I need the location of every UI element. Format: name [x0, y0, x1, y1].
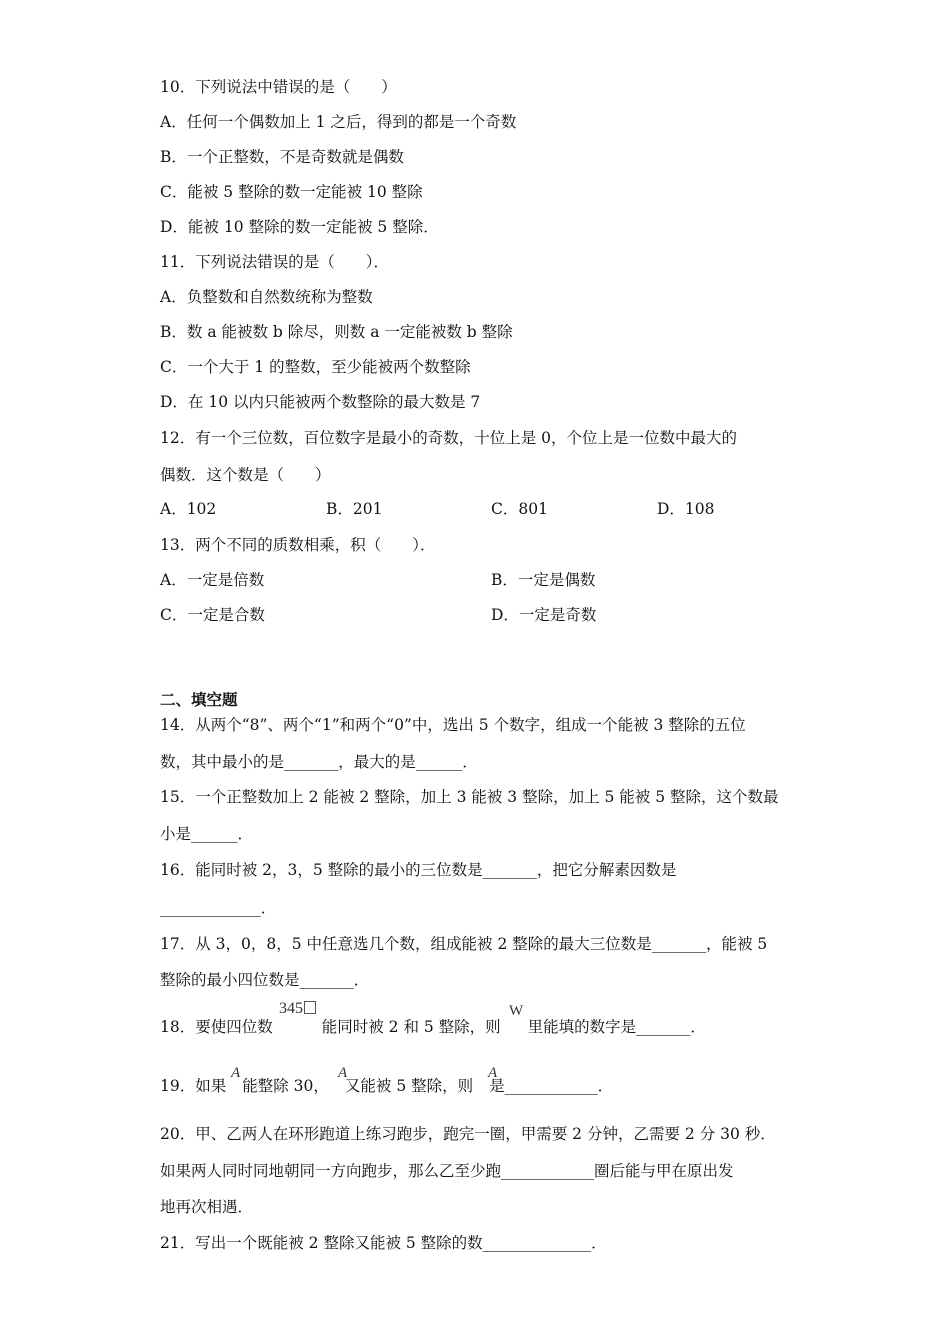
q19-text-part1: 19．如果	[160, 1077, 227, 1095]
q10-stem: 10．下列说法中错误的是（ ）	[160, 78, 397, 96]
q15-line1: 15．一个正整数加上 2 能被 2 整除，加上 3 能被 3 整除，加上 5 能被 5 整除，这个数最	[160, 788, 779, 806]
q10-option-b: B．一个正整数，不是奇数就是偶数	[160, 148, 404, 166]
q20-line3: 地再次相遇．	[160, 1198, 254, 1216]
q16-line2: _____________．	[160, 899, 277, 917]
q17-line2: 整除的最小四位数是_______．	[160, 971, 370, 989]
q12-option-a: A．102	[160, 500, 217, 518]
q12-option-b: B．201	[326, 500, 383, 518]
q21-line1: 21．写出一个既能被 2 整除又能被 5 整除的数______________．	[160, 1234, 607, 1252]
q19-text-part3: 又能被 5 整除，则	[344, 1077, 474, 1095]
q13-option-d: D．一定是奇数	[491, 606, 597, 624]
q13-option-b: B．一定是偶数	[491, 571, 596, 589]
q20-line2: 如果两人同时同地朝同一方向跑步，那么乙至少跑____________圈后能与甲在原出发	[160, 1162, 734, 1180]
q18-text-part1: 18．要使四位数	[160, 1018, 273, 1036]
q13-option-a: A．一定是倍数	[160, 571, 265, 589]
q19-text-part4: 是____________．	[489, 1077, 614, 1095]
q11-option-a: A．负整数和自然数统称为整数	[160, 288, 373, 306]
q20-line1: 20．甲、乙两人在环形跑道上练习跑步，跑完一圈，甲需要 2 分钟，乙需要 2 分 30 秒．	[160, 1125, 776, 1143]
blank-box-icon	[304, 1001, 316, 1014]
q12-option-c: C．801	[491, 500, 548, 518]
section-title-fill-in: 二、填空题	[160, 691, 238, 709]
q19-text-part2: 能整除 30，	[242, 1077, 329, 1095]
q13-stem: 13．两个不同的质数相乘，积（ ）．	[160, 536, 436, 554]
q10-option-c: C．能被 5 整除的数一定能被 10 整除	[160, 183, 423, 201]
q16-line1: 16．能同时被 2，3，5 整除的最小的三位数是_______，把它分解素因数是	[160, 861, 677, 879]
q18-text-part3: 里能填的数字是_______．	[527, 1018, 706, 1036]
q19-line	[160, 1076, 613, 1096]
q19-var-2: A	[338, 1065, 348, 1081]
q12-stem-line1: 12．有一个三位数，百位数字是最小的奇数，十位上是 0，个位上是一位数中最大的	[160, 429, 738, 447]
q11-option-c: C．一个大于 1 的整数，至少能被两个数整除	[160, 358, 471, 376]
q11-option-d: D．在 10 以内只能被两个数整除的最大数是 7	[160, 393, 481, 411]
q15-line2: 小是______．	[160, 825, 254, 843]
q14-line2: 数，其中最小的是_______，最大的是______．	[160, 753, 478, 771]
q14-line1: 14．从两个“8”、两个“1”和两个“0”中，选出 5 个数字，组成一个能被 3 整除的五位	[160, 716, 746, 734]
q12-stem-line2: 偶数．这个数是（ ）	[160, 466, 331, 484]
q18-text-part2: 能同时被 2 和 5 整除，则	[321, 1018, 501, 1036]
q12-option-d: D．108	[657, 500, 715, 518]
q10-option-d: D．能被 10 整除的数一定能被 5 整除．	[160, 218, 439, 236]
q10-option-a: A．任何一个偶数加上 1 之后，得到的都是一个奇数	[160, 113, 517, 131]
q18-formula: 345	[279, 1000, 316, 1018]
q19-var-3: A	[488, 1065, 498, 1081]
q11-stem: 11．下列说法错误的是（ ）．	[160, 253, 389, 271]
q11-option-b: B．数 a 能被数 b 除尽，则数 a 一定能被数 b 整除	[160, 323, 513, 341]
q19-var-1: A	[231, 1065, 241, 1081]
q13-option-c: C．一定是合数	[160, 606, 265, 624]
q18-symbol: W	[509, 1003, 524, 1019]
q17-line1: 17．从 3，0，8，5 中任意选几个数，组成能被 2 整除的最大三位数是_______，能被 5	[160, 935, 768, 953]
q18-line	[160, 1017, 706, 1037]
